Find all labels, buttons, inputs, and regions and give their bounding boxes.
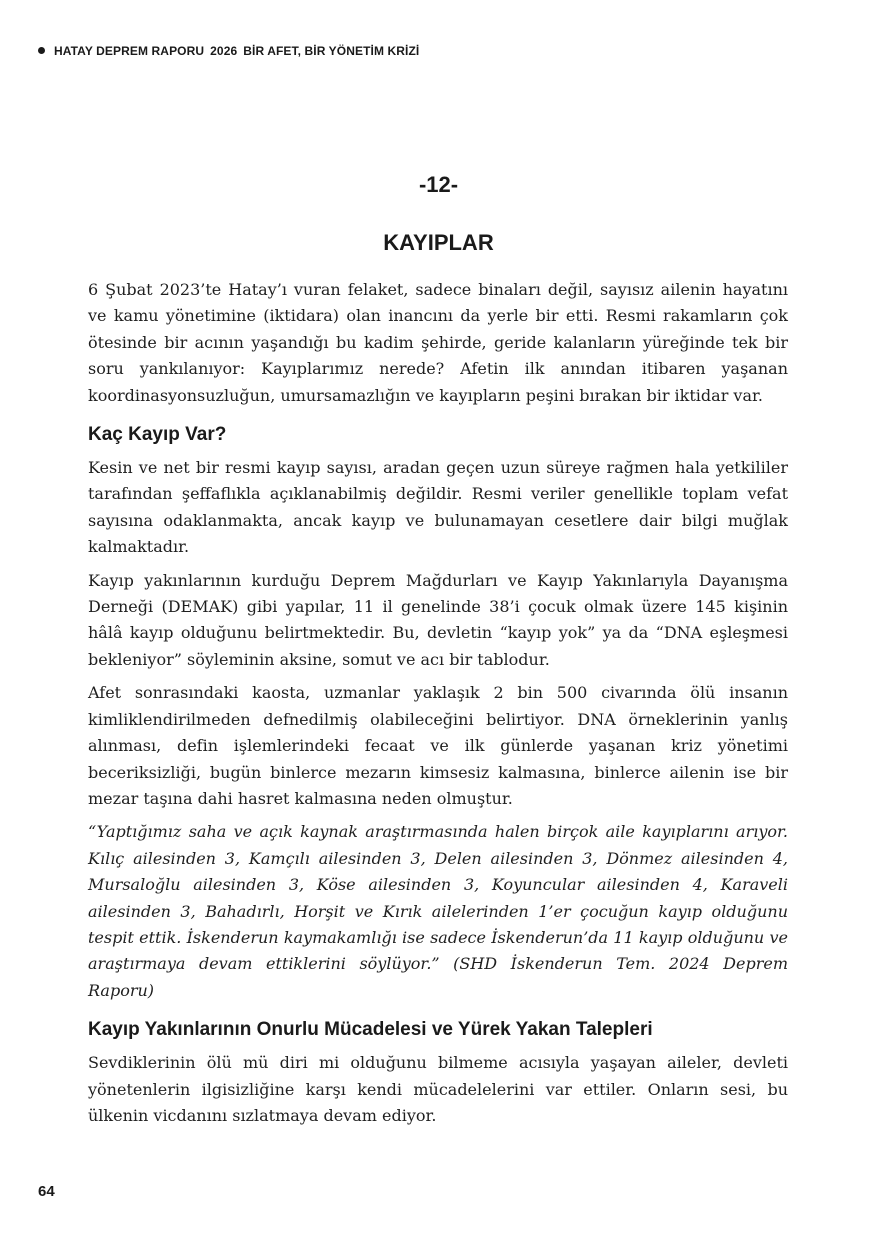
chapter-title: KAYIPLAR	[383, 230, 494, 255]
paragraph: Sevdiklerinin ölü mü diri mi olduğunu bilmeme acısıyla yaşayan aileler, devleti yönetenlerin ilgisizliğine karşı kendi mücadelelerini var ettiler. Onların sesi, bu ülkenin vicdanını sızlatmaya devam ediyor.	[88, 1053, 788, 1125]
body-text	[88, 277, 788, 1136]
quote-paragraph: “Yaptığımız saha ve açık kaynak araştırmasında halen birçok aile kayıplarını arıyor. Kılıç ailesinden 3, Kamçılı ailesinden 3, Delen ailesinden 3, Dönmez ailesinden 4, Mursaloğlu ailesinden 3, Köse ailesinden 3, Koyuncular ailesinden 4, Karaveli ailesinden 3, Bahadırlı, Horşit ve Kırık ailelerinden 1’er çocuğun kayıp olduğunu tespit ettik. İskenderun kaymakamlığı ise sadece İskenderun’da 11 kayıp olduğunu ve araştırmaya devam ettiklerini söylüyor.” (SHD İskenderun Tem. 2024 Deprem Raporu)	[88, 822, 788, 1000]
chapter-number: -12-	[418, 172, 459, 197]
bullet-icon	[38, 47, 45, 54]
report-year: 2026	[210, 44, 238, 58]
paragraph: Kesin ve net bir resmi kayıp sayısı, aradan geçen uzun süreye rağmen hala yetkililer tarafından şeffaflıkla açıklanabilmiş değildir. Resmi veriler genellikle toplam vefat sayısına odaklanmakta, ancak kayıp ve bulunamayan cesetlere dair bilgi muğlak kalmaktadır.	[88, 458, 788, 557]
running-header	[38, 44, 419, 58]
page-number: 64	[38, 1183, 55, 1200]
report-subtitle: BİR AFET, BİR YÖNETİM KRİZİ	[243, 44, 420, 58]
section-heading-kac-kayip-var: Kaç Kayıp Var?	[88, 424, 227, 446]
intro-paragraph: 6 Şubat 2023’te Hatay’ı vuran felaket, sadece binaları değil, sayısız ailenin hayatını ve kamu yönetimine (iktidara) olan inancını da yerle bir etti. Resmi rakamların çok ötesinde bir acının yaşandığı bu kadim şehirde, geride kalanların yüreğinde tek bir soru yankılanıyor: Kayıplarımız nerede? Afetin ilk anından itibaren yaşanan koordinasyonsuzluğun, umursamazlığın ve kayıpların peşini bırakan bir iktidar var.	[88, 280, 788, 405]
paragraph: Afet sonrasındaki kaosta, uzmanlar yaklaşık 2 bin 500 civarında ölü insanın kimliklendirilmeden defnedilmiş olabileceğini belirtiyor. DNA örneklerinin yanlış alınması, defin işlemlerindeki fecaat ve ilk günlerde yaşanan kriz yönetimi beceriksizliği, bugün binlerce mezarın kimsesiz kalmasına, binlerce ailenin ise bir mezar taşına dahi hasret kalmasına neden olmuştur.	[88, 683, 788, 808]
paragraph: Kayıp yakınlarının kurduğu Deprem Mağdurları ve Kayıp Yakınlarıyla Dayanışma Derneği (DEMAK) gibi yapılar, 11 il genelinde 38’i çocuk olmak üzere 145 kişinin hâlâ kayıp olduğunu belirtmektedir. Bu, devletin “kayıp yok” ya da “DNA eşleşmesi bekleniyor” söyleminin aksine, somut ve acı bir tablodur.	[88, 570, 788, 669]
report-title: HATAY DEPREM RAPORU	[54, 44, 205, 58]
section-heading-kayip-yakinlari: Kayıp Yakınlarının Onurlu Mücadelesi ve Yürek Yakan Talepleri	[88, 1019, 653, 1041]
